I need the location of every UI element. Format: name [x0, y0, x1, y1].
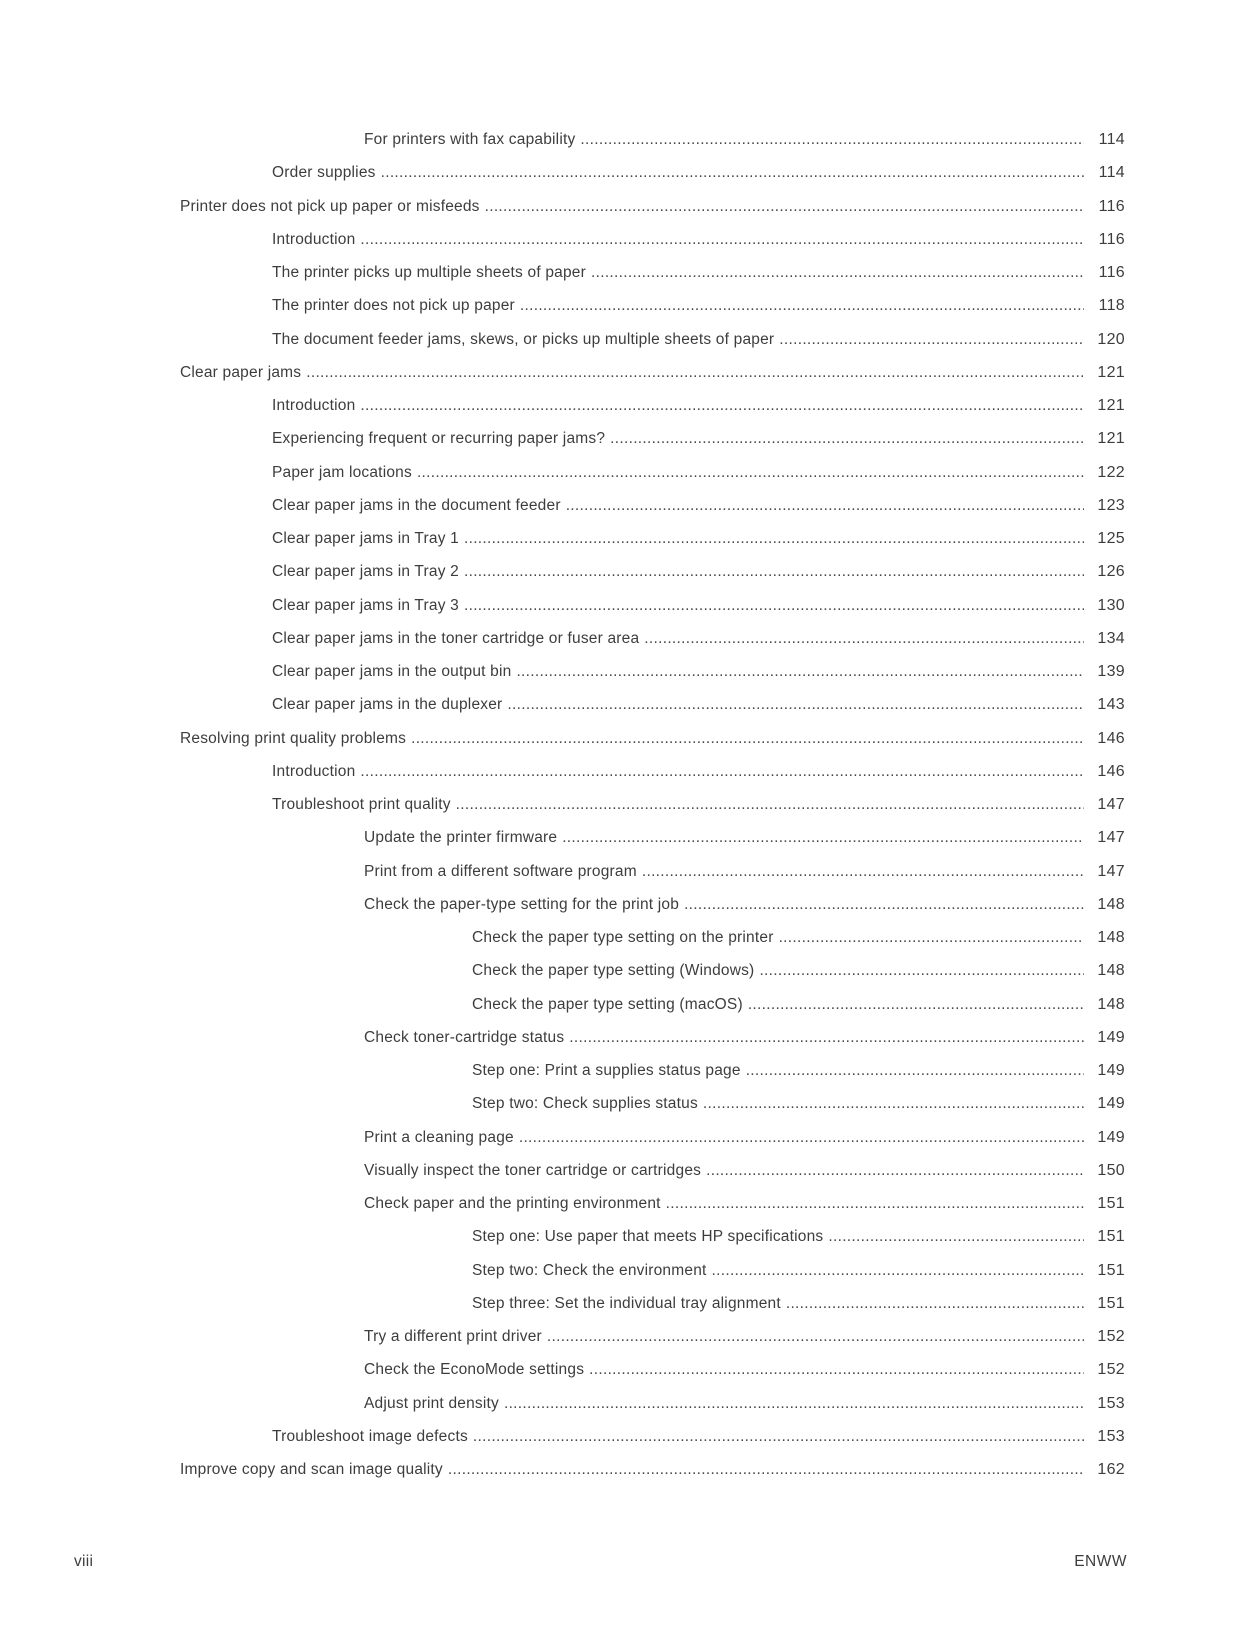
toc-entry[interactable] [0, 1154, 1239, 1187]
toc-entry-label: The document feeder jams, skews, or picks up multiple sheets of paper [272, 330, 775, 348]
toc-list [0, 123, 1239, 1486]
toc-entry[interactable] [0, 156, 1239, 189]
toc-leader-dots [473, 1420, 1084, 1453]
toc-entry[interactable] [0, 954, 1239, 987]
toc-entry-label: Update the printer firmware [364, 829, 558, 847]
toc-entry[interactable] [0, 655, 1239, 688]
toc-entry-page-number: 121 [1097, 363, 1125, 381]
toc-leader-dots [411, 722, 1084, 755]
toc-entry-page-number: 149 [1097, 1062, 1125, 1079]
toc-entry-page-number: 151 [1097, 1228, 1125, 1246]
toc-leader-dots [580, 123, 1084, 156]
toc-entry-page-number: 149 [1097, 1128, 1125, 1146]
toc-entry-label: Check the EconoMode settings [364, 1361, 585, 1379]
toc-entry-label: Try a different print driver [364, 1328, 542, 1345]
toc-leader-dots [746, 1054, 1084, 1087]
toc-entry-page-number: 152 [1097, 1328, 1125, 1345]
toc-entry-page-number: 153 [1097, 1394, 1125, 1412]
toc-leader-dots [748, 988, 1084, 1021]
toc-entry-label: Check paper and the printing environment [364, 1195, 661, 1212]
footer-page-number: viii [74, 1553, 94, 1570]
toc-entry-label: Clear paper jams in Tray 1 [272, 530, 459, 547]
toc-entry-label: Step one: Use paper that meets HP specifications [472, 1228, 824, 1246]
toc-entry-page-number: 149 [1097, 1095, 1125, 1113]
toc-entry-page-number: 151 [1097, 1195, 1125, 1212]
toc-entry[interactable] [0, 555, 1239, 588]
toc-leader-dots [381, 156, 1084, 189]
toc-entry-label: Clear paper jams in the document feeder [272, 496, 561, 514]
toc-leader-dots [360, 389, 1084, 422]
toc-entry-page-number: 130 [1097, 596, 1125, 614]
toc-entry-label: For printers with fax capability [364, 131, 576, 148]
toc-entry-page-number: 148 [1097, 995, 1125, 1013]
toc-entry-label: Experiencing frequent or recurring paper jams? [272, 430, 606, 448]
toc-leader-dots [507, 688, 1084, 721]
toc-entry-page-number: 152 [1097, 1361, 1125, 1379]
toc-leader-dots [644, 622, 1084, 655]
toc-entry-page-number: 114 [1098, 164, 1125, 182]
toc-leader-dots [566, 489, 1084, 522]
toc-entry-page-number: 116 [1098, 230, 1125, 248]
toc-leader-dots [610, 422, 1084, 455]
toc-entry[interactable] [0, 1353, 1239, 1386]
toc-entry-page-number: 146 [1097, 762, 1125, 780]
toc-entry-label: Clear paper jams in Tray 3 [272, 596, 459, 614]
toc-entry-label: Check the paper type setting (macOS) [472, 995, 743, 1013]
toc-leader-dots [786, 1287, 1084, 1320]
toc-entry[interactable] [0, 988, 1239, 1021]
toc-leader-dots [448, 1453, 1084, 1486]
toc-entry[interactable] [0, 688, 1239, 721]
toc-entry[interactable] [0, 1254, 1239, 1287]
toc-entry-page-number: 150 [1097, 1161, 1125, 1179]
toc-entry[interactable] [0, 755, 1239, 788]
toc-entry[interactable] [0, 1287, 1239, 1320]
toc-leader-dots [504, 1387, 1084, 1420]
toc-leader-dots [591, 256, 1084, 289]
toc-leader-dots [417, 456, 1084, 489]
toc-entry[interactable] [0, 289, 1239, 322]
toc-entry-label: Step one: Print a supplies status page [472, 1062, 741, 1079]
toc-entry-page-number: 125 [1097, 530, 1125, 547]
toc-leader-dots [464, 589, 1084, 622]
toc-entry-page-number: 123 [1097, 496, 1125, 514]
toc-entry-label: Print a cleaning page [364, 1128, 514, 1146]
toc-entry[interactable] [0, 788, 1239, 821]
toc-entry-label: Introduction [272, 762, 356, 780]
toc-entry-page-number: 121 [1097, 397, 1125, 414]
toc-entry-page-number: 143 [1097, 696, 1125, 714]
toc-entry-page-number: 149 [1097, 1028, 1125, 1046]
toc-entry[interactable] [0, 323, 1239, 356]
toc-entry-label: Check the paper-type setting for the print job [364, 895, 680, 913]
toc-entry-label: Resolving print quality problems [180, 729, 407, 747]
toc-entry-page-number: 147 [1097, 862, 1125, 880]
toc-entry-label: Clear paper jams [180, 363, 302, 381]
toc-entry[interactable] [0, 356, 1239, 389]
toc-entry[interactable] [0, 190, 1239, 223]
toc-leader-dots [666, 1187, 1084, 1220]
toc-entry-page-number: 139 [1097, 663, 1125, 680]
toc-leader-dots [516, 655, 1084, 688]
toc-entry[interactable] [0, 1453, 1239, 1486]
toc-leader-dots [519, 1121, 1084, 1154]
toc-entry-page-number: 118 [1098, 297, 1125, 315]
toc-entry-page-number: 151 [1097, 1261, 1125, 1279]
toc-entry[interactable] [0, 622, 1239, 655]
toc-leader-dots [759, 954, 1084, 987]
toc-entry-page-number: 151 [1097, 1294, 1125, 1312]
toc-entry[interactable] [0, 1121, 1239, 1154]
toc-entry[interactable] [0, 522, 1239, 555]
toc-leader-dots [779, 921, 1084, 954]
toc-leader-dots [464, 555, 1084, 588]
toc-entry-label: Print from a different software program [364, 862, 637, 880]
toc-entry[interactable] [0, 422, 1239, 455]
toc-entry[interactable] [0, 888, 1239, 921]
toc-entry[interactable] [0, 1220, 1239, 1253]
toc-entry-page-number: 116 [1098, 264, 1125, 281]
toc-leader-dots [712, 1254, 1084, 1287]
toc-entry-label: Step three: Set the individual tray alignment [472, 1294, 781, 1312]
toc-entry-page-number: 134 [1097, 629, 1125, 647]
toc-entry[interactable] [0, 821, 1239, 854]
toc-entry-label: Paper jam locations [272, 463, 412, 481]
toc-entry[interactable] [0, 123, 1239, 156]
toc-entry[interactable] [0, 921, 1239, 954]
toc-entry[interactable] [0, 1087, 1239, 1120]
toc-entry-page-number: 126 [1097, 563, 1125, 581]
toc-leader-dots [684, 888, 1084, 921]
toc-leader-dots [642, 855, 1084, 888]
toc-leader-dots [547, 1320, 1084, 1353]
toc-entry-page-number: 148 [1097, 962, 1125, 980]
toc-entry-page-number: 122 [1097, 463, 1125, 481]
toc-entry[interactable] [0, 855, 1239, 888]
toc-entry-label: Clear paper jams in Tray 2 [272, 563, 459, 581]
toc-entry[interactable] [0, 1021, 1239, 1054]
toc-entry[interactable] [0, 456, 1239, 489]
toc-leader-dots [703, 1087, 1084, 1120]
toc-leader-dots [562, 821, 1084, 854]
toc-entry-label: Check the paper type setting (Windows) [472, 962, 755, 980]
toc-entry-label: Check the paper type setting on the printer [472, 929, 774, 946]
toc-leader-dots [456, 788, 1084, 821]
toc-entry-page-number: 148 [1097, 895, 1125, 913]
toc-leader-dots [360, 755, 1084, 788]
toc-leader-dots [360, 223, 1084, 256]
toc-entry[interactable] [0, 489, 1239, 522]
toc-entry-page-number: 153 [1097, 1427, 1125, 1445]
toc-entry[interactable] [0, 1387, 1239, 1420]
toc-entry[interactable] [0, 389, 1239, 422]
toc-entry-label: Check toner-cartridge status [364, 1028, 565, 1046]
toc-entry-label: Troubleshoot image defects [272, 1427, 468, 1445]
toc-entry-label: The printer picks up multiple sheets of paper [272, 264, 586, 281]
toc-entry-label: Introduction [272, 230, 356, 248]
toc-leader-dots [569, 1021, 1084, 1054]
toc-entry[interactable] [0, 256, 1239, 289]
toc-entry-label: Clear paper jams in the output bin [272, 663, 512, 680]
toc-entry-label: Clear paper jams in the duplexer [272, 696, 503, 714]
toc-entry-label: Visually inspect the toner cartridge or cartridges [364, 1161, 702, 1179]
footer-enww-label: ENWW [1074, 1553, 1127, 1570]
toc-entry-page-number: 120 [1097, 330, 1125, 348]
toc-leader-dots [520, 289, 1084, 322]
toc-entry[interactable] [0, 1187, 1239, 1220]
toc-entry-label: Clear paper jams in the toner cartridge or fuser area [272, 629, 640, 647]
toc-entry-label: Troubleshoot print quality [272, 796, 451, 813]
toc-entry-label: Printer does not pick up paper or misfeeds [180, 197, 480, 215]
toc-entry-label: Step two: Check supplies status [472, 1095, 698, 1113]
toc-entry-label: Improve copy and scan image quality [180, 1461, 443, 1478]
toc-leader-dots [779, 323, 1084, 356]
toc-entry-page-number: 116 [1098, 197, 1125, 215]
toc-entry[interactable] [0, 1054, 1239, 1087]
toc-entry-label: The printer does not pick up paper [272, 297, 515, 315]
toc-entry-label: Introduction [272, 397, 356, 414]
toc-entry[interactable] [0, 1420, 1239, 1453]
toc-leader-dots [464, 522, 1084, 555]
toc-leader-dots [589, 1353, 1084, 1386]
toc-entry[interactable] [0, 223, 1239, 256]
toc-leader-dots [306, 356, 1084, 389]
toc-entry-page-number: 147 [1097, 829, 1125, 847]
toc-entry-label: Adjust print density [364, 1394, 499, 1412]
toc-entry[interactable] [0, 1320, 1239, 1353]
toc-entry[interactable] [0, 722, 1239, 755]
toc-entry-page-number: 121 [1097, 430, 1125, 448]
toc-entry-page-number: 147 [1097, 796, 1125, 813]
toc-entry-page-number: 162 [1097, 1461, 1125, 1478]
toc-leader-dots [828, 1220, 1084, 1253]
toc-entry-page-number: 148 [1097, 929, 1125, 946]
toc-leader-dots [706, 1154, 1084, 1187]
toc-entry-label: Order supplies [272, 164, 376, 182]
toc-entry-page-number: 114 [1098, 131, 1125, 148]
toc-entry[interactable] [0, 589, 1239, 622]
toc-leader-dots [485, 190, 1084, 223]
toc-entry-page-number: 146 [1097, 729, 1125, 747]
toc-entry-label: Step two: Check the environment [472, 1261, 707, 1279]
